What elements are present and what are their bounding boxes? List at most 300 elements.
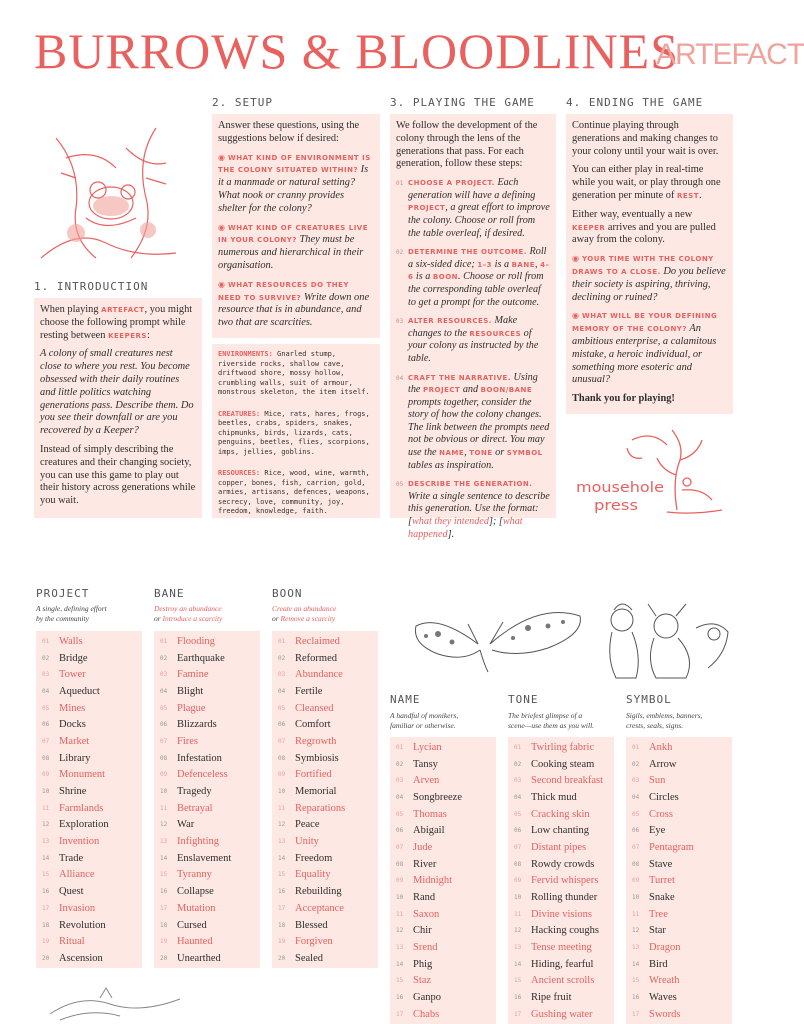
table-row	[278, 850, 372, 867]
table-row	[514, 772, 608, 789]
table-row	[42, 700, 136, 717]
table-row	[42, 733, 136, 750]
row-value: Mines	[59, 702, 86, 714]
intro-paragraph: When playing ARTEFACT, you might choose the following prompt while resting between KEEPERS:	[40, 304, 193, 341]
row-value: Turret	[649, 875, 675, 887]
playing-intro: We follow the development of the colony through the lens of the generations that pass. For each generation, follow these steps:	[396, 120, 538, 170]
row-value: Chir	[413, 925, 432, 937]
row-value: Unearthed	[177, 952, 221, 964]
table-row	[632, 989, 726, 1006]
row-number: 19	[160, 938, 168, 946]
table-row	[278, 666, 372, 683]
row-number: 07	[160, 737, 168, 745]
table-row	[160, 900, 254, 917]
table-row	[396, 906, 490, 923]
table-row	[632, 1006, 726, 1023]
row-value: Abundance	[295, 669, 343, 681]
row-number: 02	[278, 654, 286, 662]
table-row	[514, 822, 608, 839]
row-value: Gushing water	[531, 1008, 593, 1020]
table-row	[42, 883, 136, 900]
table-row	[160, 950, 254, 967]
row-number: 16	[396, 994, 404, 1002]
row-value: Ascension	[59, 952, 103, 964]
step-2: 02 DETERMINE THE OUTCOME. Roll a six-sided dice; 1–3 is a BANE, 4–6 is a BOON. Choose or roll from the corresponding table overleaf to get a prompt for the outcome.	[396, 246, 550, 308]
table-row	[42, 783, 136, 800]
figures-illustration	[596, 598, 736, 682]
row-value: Chabs	[413, 1008, 440, 1020]
row-number: 05	[160, 704, 168, 712]
row-value: Twirling fabric	[531, 741, 595, 753]
row-number: 13	[514, 944, 522, 952]
intro-prompt: A colony of small creatures nest close to where you rest. You become obsessed with their daily routines and little politics watching generations pass. Describe them. Do you see their downfall or are you recovered by a Keeper?	[40, 348, 194, 437]
ending-paragraph-1: Continue playing through generations and making changes to your colony until your wait is over.	[572, 120, 719, 157]
row-value: Tense meeting	[531, 942, 592, 954]
row-number: 15	[396, 977, 404, 985]
row-value: Wreath	[649, 975, 680, 987]
row-value: Pentagram	[649, 841, 694, 853]
row-number: 03	[42, 671, 50, 679]
resources-list: RESOURCES: Rice, wood, wine, warmth, copper, bones, fish, carrion, gold, armies, artisans, defences, weapons, secrecy, love, community, joy, freedom, knowledge, faith.	[218, 469, 370, 515]
row-value: Ancient scrolls	[531, 975, 595, 987]
table-row	[396, 806, 490, 823]
tone-subtitle: The briefest glimpse of a scene—use them as you will.	[508, 711, 595, 730]
row-number: 06	[160, 721, 168, 729]
name-table	[390, 737, 496, 1024]
table-row	[278, 633, 372, 650]
table-row	[514, 923, 608, 940]
row-number: 17	[632, 1010, 640, 1018]
row-value: Tansy	[413, 758, 438, 770]
row-value: Dragon	[649, 942, 681, 954]
row-number: 09	[514, 877, 522, 885]
row-value: Famine	[177, 669, 209, 681]
ending-heading: 4. ENDING THE GAME	[566, 96, 704, 109]
row-value: Ankh	[649, 741, 673, 753]
row-number: 09	[42, 771, 50, 779]
table-row	[278, 733, 372, 750]
table-row	[514, 956, 608, 973]
row-value: Tyranny	[177, 869, 212, 881]
row-number: 16	[632, 994, 640, 1002]
table-row	[278, 900, 372, 917]
table-row	[42, 800, 136, 817]
row-number: 04	[514, 793, 522, 801]
row-number: 04	[42, 687, 50, 695]
row-number: 02	[632, 760, 640, 768]
table-row	[632, 822, 726, 839]
table-row	[42, 900, 136, 917]
row-number: 06	[514, 827, 522, 835]
row-value: Waves	[649, 992, 677, 1004]
row-number: 13	[160, 838, 168, 846]
row-number: 11	[514, 910, 522, 918]
row-number: 07	[396, 843, 404, 851]
row-number: 16	[514, 994, 522, 1002]
row-number: 08	[278, 754, 286, 762]
row-value: Phig	[413, 958, 433, 970]
row-number: 01	[160, 637, 168, 645]
boon-subtitle: Create an abundance or Remove a scarcity	[272, 604, 337, 623]
row-number: 07	[42, 737, 50, 745]
row-number: 13	[42, 838, 50, 846]
row-value: Ripe fruit	[531, 992, 572, 1004]
row-value: Equality	[295, 869, 331, 881]
row-value: Peace	[295, 819, 320, 831]
row-value: Farmlands	[59, 802, 104, 814]
row-value: Srend	[413, 942, 438, 954]
table-row	[514, 906, 608, 923]
row-number: 06	[42, 721, 50, 729]
row-value: War	[177, 819, 195, 831]
table-row	[42, 867, 136, 884]
table-row	[632, 889, 726, 906]
table-row	[514, 856, 608, 873]
name-subtitle: A handful of monikers, familiar or otherwise.	[390, 711, 459, 730]
symbol-subtitle: Sigils, emblems, banners, crests, seals, signs.	[626, 711, 703, 730]
table-row	[396, 973, 490, 990]
row-value: Market	[59, 735, 90, 747]
row-value: Invention	[59, 836, 100, 848]
row-number: 17	[42, 904, 50, 912]
intro-paragraph-2: Instead of simply describing the creatures and their changing society, you can use this game to play out their history across generations while you wait.	[40, 443, 196, 507]
bullet-icon: ◉	[572, 254, 579, 264]
row-number: 18	[160, 921, 168, 929]
row-number: 04	[396, 793, 404, 801]
row-number: 03	[632, 777, 640, 785]
row-value: Sun	[649, 775, 666, 787]
table-row	[632, 973, 726, 990]
row-number: 04	[278, 687, 286, 695]
row-value: Fertile	[295, 685, 323, 697]
row-number: 19	[42, 938, 50, 946]
row-value: Symbiosis	[295, 752, 339, 764]
row-value: Freedom	[295, 852, 333, 864]
table-row	[42, 917, 136, 934]
row-number: 17	[278, 904, 286, 912]
row-value: Invasion	[59, 902, 96, 914]
row-value: Cursed	[177, 919, 207, 931]
row-value: Hacking coughs	[531, 925, 599, 937]
row-value: Midnight	[413, 875, 453, 887]
thanks-text: Thank you for playing!	[572, 393, 675, 405]
tone-table	[508, 737, 614, 1024]
row-number: 10	[42, 788, 50, 796]
row-value: Library	[59, 752, 91, 764]
table-row	[396, 822, 490, 839]
project-heading: PROJECT	[36, 587, 90, 600]
row-number: 08	[514, 860, 522, 868]
row-value: Forgiven	[295, 936, 333, 948]
table-row	[160, 933, 254, 950]
table-row	[396, 856, 490, 873]
bane-subtitle: Destroy an abundance or Introduce a scarcity	[154, 604, 223, 623]
environments-list: ENVIRONMENTS: Gnarled stump, riverside rocks, shallow cave, driftwood shore, mossy hollow, crumbling walls, suit of armour, monstrous skeleton, the item itself.	[218, 350, 370, 396]
row-value: Shrine	[59, 786, 87, 798]
table-row	[160, 767, 254, 784]
row-number: 12	[278, 821, 286, 829]
table-row	[278, 683, 372, 700]
row-value: Fervid whispers	[531, 875, 599, 887]
table-row	[632, 956, 726, 973]
row-number: 09	[396, 877, 404, 885]
row-number: 15	[278, 871, 286, 879]
table-row	[278, 767, 372, 784]
row-number: 16	[42, 888, 50, 896]
table-row	[42, 933, 136, 950]
row-value: Reclaimed	[295, 635, 340, 647]
introduction-heading: 1. INTRODUCTION	[34, 280, 149, 293]
table-row	[632, 906, 726, 923]
row-number: 02	[42, 654, 50, 662]
row-value: Walls	[59, 635, 83, 647]
table-row	[396, 839, 490, 856]
row-value: Betrayal	[177, 802, 213, 814]
row-value: Defenceless	[177, 769, 228, 781]
row-value: Songbreeze	[413, 791, 462, 803]
table-row	[278, 917, 372, 934]
row-value: Enslavement	[177, 852, 232, 864]
table-row	[632, 772, 726, 789]
row-number: 09	[160, 771, 168, 779]
step-4: 04 CRAFT THE NARRATIVE. Using the PROJECT and BOON/BANE prompts together, consider the story of how the colony changes. The link between the prompts need not be obvious or direct. You may use the NAME, TONE or SYMBOL tables as inspiration.	[396, 371, 550, 471]
row-value: Bird	[649, 958, 668, 970]
row-number: 05	[396, 810, 404, 818]
row-value: Thomas	[413, 808, 447, 820]
table-row	[160, 867, 254, 884]
table-row	[278, 783, 372, 800]
table-row	[160, 683, 254, 700]
row-value: Unity	[295, 836, 319, 848]
ending-question-2: ◉ WHAT WILL BE YOUR DEFINING MEMORY OF THE COLONY? An ambitious enterprise, a calamitous mistake, a heroic individual, or something more esoteric and unusual?	[572, 311, 718, 386]
row-value: Staz	[413, 975, 432, 987]
row-value: Reformed	[295, 652, 337, 664]
table-row	[632, 923, 726, 940]
row-number: 01	[514, 743, 522, 751]
table-row	[42, 633, 136, 650]
creatures-list: CREATURES: Mice, rats, hares, frogs, beetles, crabs, spiders, snakes, chipmunks, birds, lizards, cats, penguins, beetles, flies, scorpions, imps, jellies, goblins.	[218, 409, 370, 456]
row-value: Jude	[413, 841, 433, 853]
row-value: Revolution	[59, 919, 106, 931]
ending-paragraph-3: Either way, eventually a new KEEPER arrives and you are pulled away from the colony.	[572, 208, 716, 246]
row-value: Distant pipes	[531, 841, 587, 853]
row-number: 13	[632, 944, 640, 952]
row-number: 07	[278, 737, 286, 745]
table-row	[160, 783, 254, 800]
table-row	[396, 756, 490, 773]
row-number: 15	[632, 977, 640, 985]
row-value: Ritual	[59, 936, 85, 948]
row-number: 02	[514, 760, 522, 768]
row-number: 20	[278, 954, 286, 962]
row-number: 09	[632, 877, 640, 885]
row-number: 08	[42, 754, 50, 762]
row-value: Rowdy crowds	[531, 858, 595, 870]
setup-question-1: ◉ WHAT KIND OF ENVIRONMENT IS THE COLONY SITUATED WITHIN? Is it a manmade or natural setting? What nook or cranny provides shelter for the colony?	[218, 152, 371, 214]
row-value: Rolling thunder	[531, 892, 598, 904]
row-value: Exploration	[59, 819, 109, 831]
row-number: 16	[278, 888, 286, 896]
brand-logo: ARTEFACT	[656, 38, 804, 71]
table-row	[160, 633, 254, 650]
row-value: Saxon	[413, 908, 440, 920]
row-number: 18	[278, 921, 286, 929]
row-value: Arven	[413, 775, 440, 787]
row-number: 03	[396, 777, 404, 785]
table-row	[42, 817, 136, 834]
step-1: 01 CHOOSE A PROJECT. Each generation will have a defining PROJECT, a great effort to improve the colony. Choose or roll from the table overleaf, if desired.	[396, 177, 550, 239]
row-number: 07	[632, 843, 640, 851]
table-row	[396, 772, 490, 789]
table-row	[514, 839, 608, 856]
row-number: 12	[514, 927, 522, 935]
table-row	[632, 873, 726, 890]
row-value: Ganpo	[413, 992, 441, 1004]
table-row	[396, 889, 490, 906]
row-number: 20	[42, 954, 50, 962]
table-row	[514, 1006, 608, 1023]
row-value: Second breakfast	[531, 775, 604, 787]
table-row	[396, 956, 490, 973]
row-number: 14	[42, 854, 50, 862]
row-number: 10	[632, 894, 640, 902]
table-row	[632, 939, 726, 956]
row-value: Cleansed	[295, 702, 334, 714]
row-number: 11	[396, 910, 404, 918]
row-number: 03	[514, 777, 522, 785]
table-row	[160, 883, 254, 900]
row-number: 08	[632, 860, 640, 868]
row-number: 05	[514, 810, 522, 818]
row-number: 02	[396, 760, 404, 768]
svg-text:press: press	[594, 498, 638, 514]
table-row	[514, 989, 608, 1006]
table-row	[278, 950, 372, 967]
table-row	[160, 850, 254, 867]
row-value: Blessed	[295, 919, 328, 931]
row-number: 08	[160, 754, 168, 762]
row-number: 04	[160, 687, 168, 695]
row-value: Plague	[177, 702, 206, 714]
row-number: 05	[632, 810, 640, 818]
row-value: Alliance	[59, 869, 95, 881]
ending-panel	[566, 114, 733, 414]
row-number: 14	[514, 960, 522, 968]
table-row	[160, 833, 254, 850]
table-row	[632, 789, 726, 806]
table-row	[514, 873, 608, 890]
row-number: 18	[42, 921, 50, 929]
row-number: 10	[278, 788, 286, 796]
row-value: Thick mud	[531, 791, 577, 803]
row-number: 14	[632, 960, 640, 968]
row-number: 01	[278, 637, 286, 645]
row-value: Rand	[413, 892, 436, 904]
row-value: Hiding, fearful	[531, 958, 594, 970]
table-row	[42, 950, 136, 967]
setup-question-2: ◉ WHAT KIND OF CREATURES LIVE IN YOUR COLONY? They must be numerous and hierarchical in their organisation.	[218, 222, 369, 271]
table-row	[278, 817, 372, 834]
row-value: Sealed	[295, 952, 323, 964]
row-value: Trade	[59, 852, 84, 864]
boon-table	[272, 631, 378, 968]
project-table	[36, 631, 142, 968]
playing-heading: 3. PLAYING THE GAME	[390, 96, 535, 109]
table-row	[632, 739, 726, 756]
table-row	[632, 839, 726, 856]
row-number: 06	[396, 827, 404, 835]
table-row	[278, 883, 372, 900]
setup-intro: Answer these questions, using the suggestions below if desired:	[218, 120, 360, 144]
page-title: BURROWS & BLOODLINES	[34, 23, 680, 79]
row-value: Docks	[59, 719, 86, 731]
row-value: Memorial	[295, 786, 337, 798]
row-value: Infestation	[177, 752, 222, 764]
row-value: Infighting	[177, 836, 219, 848]
row-value: Abigail	[413, 825, 445, 837]
table-row	[42, 833, 136, 850]
table-row	[160, 817, 254, 834]
row-number: 20	[160, 954, 168, 962]
row-number: 10	[160, 788, 168, 796]
row-value: Lycian	[413, 741, 442, 753]
table-row	[396, 923, 490, 940]
setup-question-3: ◉ WHAT RESOURCES DO THEY NEED TO SURVIVE? Write down one resource that is in abundance, and two that are scarcities.	[218, 279, 370, 329]
row-number: 11	[160, 804, 168, 812]
row-value: Cross	[649, 808, 673, 820]
table-row	[278, 833, 372, 850]
row-value: Fires	[177, 735, 198, 747]
ending-paragraph-2: You can either play in real-time while you wait, or play through one generation per minute of REST.	[572, 164, 721, 201]
boon-heading: BOON	[272, 587, 303, 600]
table-row	[278, 716, 372, 733]
row-value: Star	[649, 925, 666, 937]
table-row	[278, 800, 372, 817]
row-number: 03	[160, 671, 168, 679]
row-number: 05	[42, 704, 50, 712]
introduction-panel	[34, 298, 202, 518]
symbol-table	[626, 737, 732, 1024]
row-value: Tragedy	[177, 786, 212, 798]
table-row	[514, 973, 608, 990]
table-row	[632, 756, 726, 773]
table-row	[396, 873, 490, 890]
row-value: Stave	[649, 858, 673, 870]
table-row	[396, 739, 490, 756]
table-row	[160, 650, 254, 667]
table-row	[278, 650, 372, 667]
table-row	[160, 716, 254, 733]
row-number: 12	[396, 927, 404, 935]
row-number: 17	[160, 904, 168, 912]
row-value: Blight	[177, 685, 204, 697]
row-number: 17	[396, 1010, 404, 1018]
moth-illustration	[408, 604, 588, 676]
sketch-illustration	[40, 984, 190, 1024]
bullet-icon: ◉	[572, 311, 579, 321]
step-3: 03 ALTER RESOURCES. Make changes to the RESOURCES of your colony as instructed by the table.	[396, 315, 539, 364]
name-heading: NAME	[390, 693, 421, 706]
row-value: Blizzards	[177, 719, 217, 731]
creature-illustration	[36, 118, 186, 268]
row-number: 16	[160, 888, 168, 896]
row-value: Cooking steam	[531, 758, 595, 770]
row-value: Circles	[649, 791, 679, 803]
table-row	[160, 700, 254, 717]
row-number: 11	[278, 804, 286, 812]
row-value: Mutation	[177, 902, 216, 914]
row-number: 06	[278, 721, 286, 729]
